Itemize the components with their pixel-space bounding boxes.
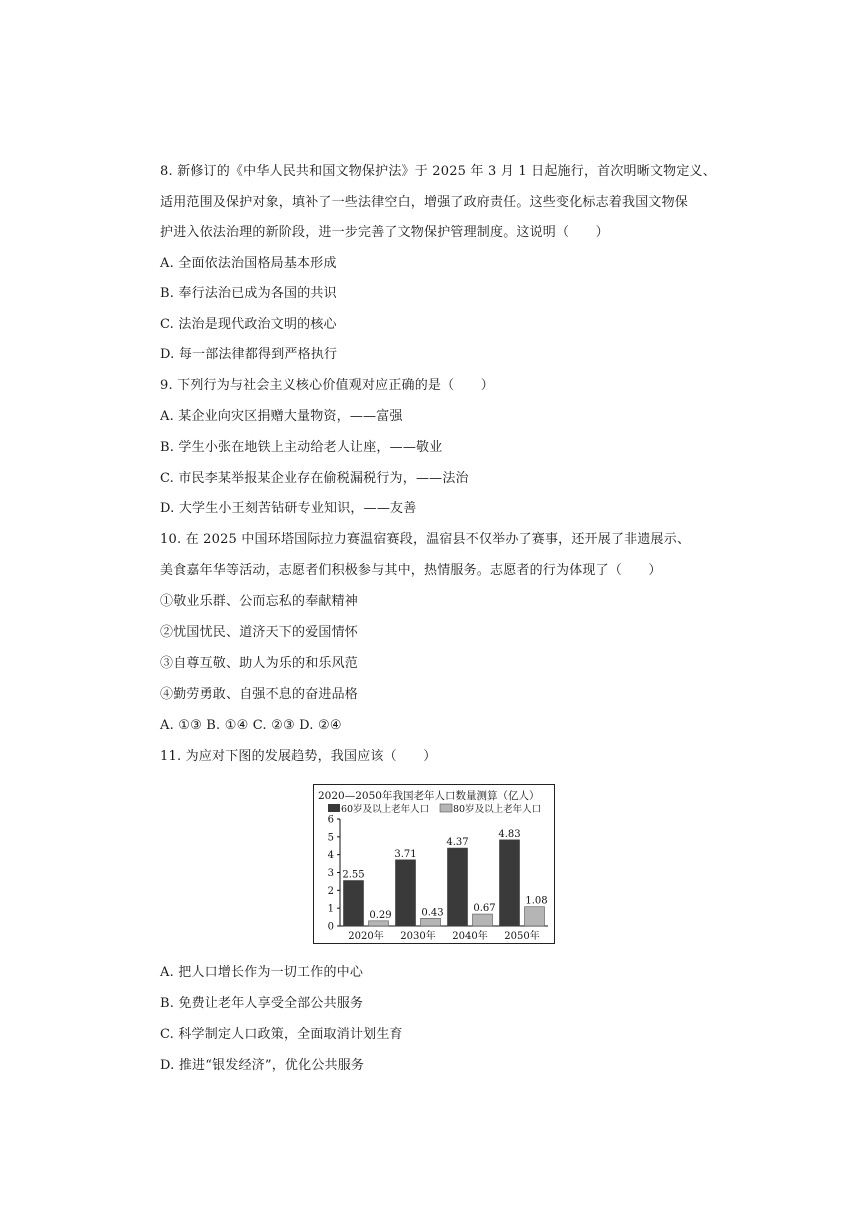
q11-option-c: C. 科学制定人口政策，全面取消计划生育: [160, 1027, 403, 1042]
chart-legend: [328, 803, 541, 815]
y-tick-label: 0: [327, 921, 334, 933]
y-tick-label: 2: [327, 885, 334, 897]
chart-svg: [314, 785, 554, 943]
q10-stem-line-1: 10. 在 2025 中国环塔国际拉力赛温宿赛段，温宿县不仅举办了赛事，还开展了非遗展示、: [160, 532, 691, 547]
bar-60plus: [500, 840, 520, 926]
data-label-80plus: 0.43: [421, 907, 444, 919]
x-tick-label: 2040年: [452, 931, 488, 942]
q9-option-a: A. 某企业向灾区捐赠大量物资，——富强: [160, 409, 403, 424]
x-tick-label: 2020年: [348, 931, 384, 942]
q10-item-4: ④勤劳勇敢、自强不息的奋进品格: [160, 687, 359, 702]
q11-option-b: B. 免费让老年人享受全部公共服务: [160, 996, 364, 1011]
plot-area: [328, 815, 548, 943]
q8-option-a: A. 全面依法治国格局基本形成: [160, 256, 337, 271]
data-label-60plus: 4.83: [498, 828, 521, 840]
bar-80plus: [525, 907, 545, 926]
q8-stem-line-2: 适用范围及保护对象，填补了一些法律空白，增强了政府责任。这些变化标志着我国文物保: [160, 195, 689, 210]
q9-option-c: C. 市民李某举报某企业存在偷税漏税行为，——法治: [160, 471, 469, 486]
legend-label-80plus: 80岁及以上老年人口: [453, 804, 542, 815]
legend-swatch-60plus: [328, 804, 340, 812]
bar-60plus: [448, 848, 468, 926]
data-label-60plus: 4.37: [446, 837, 469, 849]
bar-60plus: [396, 860, 416, 926]
legend-label-60plus: 60岁及以上老年人口: [341, 804, 430, 815]
elderly-population-chart: [313, 784, 555, 944]
q11-stem: 11. 为应对下图的发展趋势，我国应该（ ）: [160, 749, 437, 764]
bar-80plus: [369, 921, 389, 926]
y-tick-label: 5: [327, 832, 334, 844]
q9-option-b: B. 学生小张在地铁上主动给老人让座，——敬业: [160, 440, 443, 455]
q8-option-b: B. 奉行法治已成为各国的共识: [160, 286, 337, 301]
q8-option-d: D. 每一部法律都得到严格执行: [160, 347, 338, 362]
q10-answer-line: A. ①③ B. ①④ C. ②③ D. ②④: [160, 718, 342, 733]
data-label-60plus: 2.55: [342, 869, 365, 881]
bar-60plus: [344, 881, 364, 926]
legend-swatch-80plus: [440, 804, 452, 812]
q11-option-a: A. 把人口增长作为一切工作的中心: [160, 965, 364, 980]
data-label-80plus: 0.29: [369, 909, 392, 921]
data-label-60plus: 3.71: [394, 848, 417, 860]
y-tick-label: 1: [327, 903, 334, 915]
bar-80plus: [421, 918, 441, 926]
data-label-80plus: 0.67: [473, 903, 496, 915]
q11-option-d: D. 推进“银发经济”，优化公共服务: [160, 1058, 365, 1073]
q10-item-3: ③自尊互敬、助人为乐的和乐风范: [160, 656, 359, 671]
y-tick-label: 6: [327, 814, 334, 826]
y-tick-label: 3: [327, 868, 334, 879]
q10-item-1: ①敬业乐群、公而忘私的奉献精神: [160, 594, 359, 609]
x-tick-label: 2050年: [504, 931, 540, 942]
x-tick-label: 2030年: [400, 931, 436, 942]
data-label-80plus: 1.08: [525, 895, 548, 907]
chart-title: 2020—2050年我国老年人口数量测算（亿人）: [318, 790, 540, 802]
q9-stem: 9. 下列行为与社会主义核心价值观对应正确的是（ ）: [160, 378, 494, 393]
q8-stem-line-1: 8. 新修订的《中华人民共和国文物保护法》于 2025 年 3 月 1 日起施行，首次明晰文物定义、: [160, 164, 716, 179]
q9-option-d: D. 大学生小王刻苦钻研专业知识，——友善: [160, 501, 417, 516]
y-tick-label: 4: [327, 850, 334, 862]
q10-stem-line-2: 美食嘉年华等活动，志愿者们积极参与其中，热情服务。志愿者的行为体现了（ ）: [160, 563, 662, 578]
bar-80plus: [473, 914, 493, 926]
q10-item-2: ②忧国忧民、道济天下的爱国情怀: [160, 625, 359, 640]
q8-option-c: C. 法治是现代政治文明的核心: [160, 317, 337, 332]
q8-stem-line-3: 护进入依法治理的新阶段，进一步完善了文物保护管理制度。这说明（ ）: [160, 225, 609, 240]
